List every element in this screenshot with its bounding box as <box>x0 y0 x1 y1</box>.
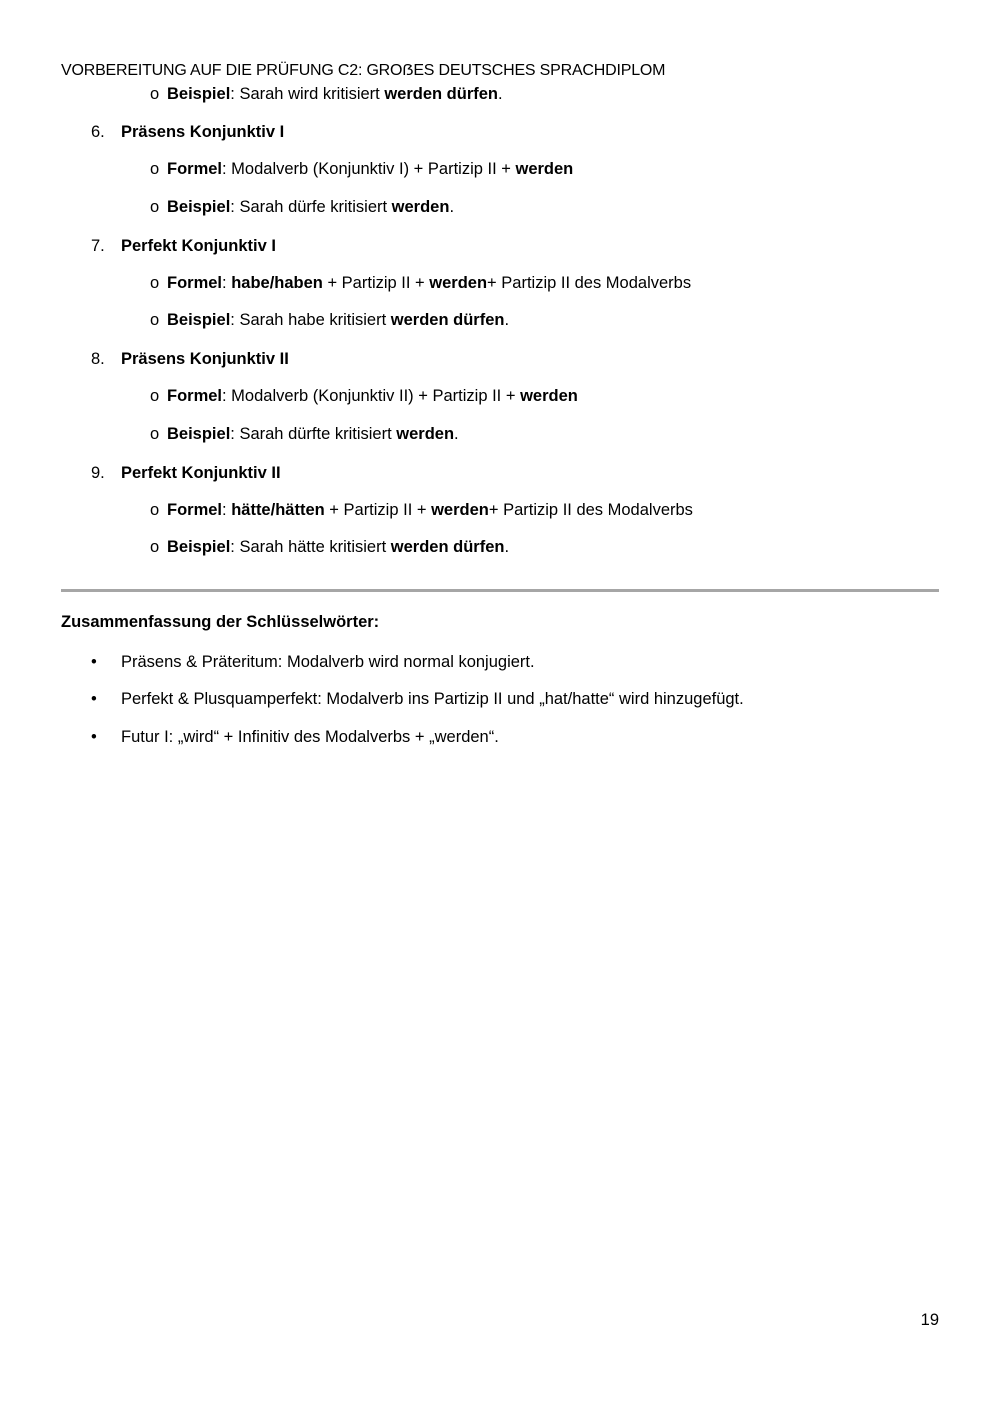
beispiel-line-8: o Beispiel: Sarah dürfte kritisiert werden. <box>150 425 459 443</box>
page-header: VORBEREITUNG AUF DIE PRÜFUNG C2: GROẞES DEUTSCHES SPRACHDIPLOM <box>61 62 666 79</box>
formel-line-6: o Formel: Modalverb (Konjunktiv I) + Partizip II + werden <box>150 160 574 178</box>
sub-bullet: o <box>150 501 160 519</box>
item-number: 7. <box>91 237 105 255</box>
beispiel-line-9: o Beispiel: Sarah hätte kritisiert werden dürfen. <box>150 538 510 556</box>
formel-label: Formel <box>167 501 223 519</box>
sub-bullet: o <box>150 311 160 329</box>
sub-bullet: o <box>150 85 160 103</box>
item-number: 9. <box>91 464 105 482</box>
page-number: 19 <box>920 1311 939 1329</box>
item-title: Präsens Konjunktiv I <box>121 123 285 141</box>
example-label: Beispiel <box>167 198 231 216</box>
bullet-icon: • <box>91 728 97 746</box>
item-title: Perfekt Konjunktiv II <box>121 464 281 482</box>
summary-heading: Zusammenfassung der Schlüsselwörter: <box>61 613 380 631</box>
item-title: Perfekt Konjunktiv I <box>121 237 276 255</box>
formel-line-9: o Formel: hätte/hätten + Partizip II + werden+ Partizip II des Modalverbs <box>150 501 693 519</box>
item-number: 6. <box>91 123 105 141</box>
summary-item-text: Präsens & Präteritum: Modalverb wird normal konjugiert. <box>121 653 535 671</box>
example-label: Beispiel <box>167 425 231 443</box>
formel-label: Formel <box>167 160 223 178</box>
sub-bullet: o <box>150 387 160 405</box>
bullet-icon: • <box>91 690 97 708</box>
sub-bullet: o <box>150 538 160 556</box>
formel-label: Formel <box>167 387 223 405</box>
summary-item-text: Futur I: „wird“ + Infinitiv des Modalverbs + „werden“. <box>121 728 499 746</box>
example-label: Beispiel <box>167 311 231 329</box>
horizontal-divider <box>61 589 939 592</box>
sub-bullet: o <box>150 160 160 178</box>
item-number: 8. <box>91 350 105 368</box>
item-title: Präsens Konjunktiv II <box>121 350 289 368</box>
bullet-icon: • <box>91 653 97 671</box>
formel-line-7: o Formel: habe/haben + Partizip II + werden+ Partizip II des Modalverbs <box>150 274 692 292</box>
sub-bullet: o <box>150 198 160 216</box>
beispiel-line-7: o Beispiel: Sarah habe kritisiert werden dürfen. <box>150 311 510 329</box>
formel-label: Formel <box>167 274 223 292</box>
summary-item-text: Perfekt & Plusquamperfekt: Modalverb ins Partizip II und „hat/hatte“ wird hinzugefügt. <box>121 690 744 708</box>
example-label: Beispiel <box>167 85 231 103</box>
formel-line-8: o Formel: Modalverb (Konjunktiv II) + Partizip II + werden <box>150 387 578 405</box>
example-label: Beispiel <box>167 538 231 556</box>
top-example-line: o Beispiel: Sarah wird kritisiert werden dürfen. <box>150 85 503 103</box>
beispiel-line-6: o Beispiel: Sarah dürfe kritisiert werden. <box>150 198 455 216</box>
sub-bullet: o <box>150 425 160 443</box>
sub-bullet: o <box>150 274 160 292</box>
